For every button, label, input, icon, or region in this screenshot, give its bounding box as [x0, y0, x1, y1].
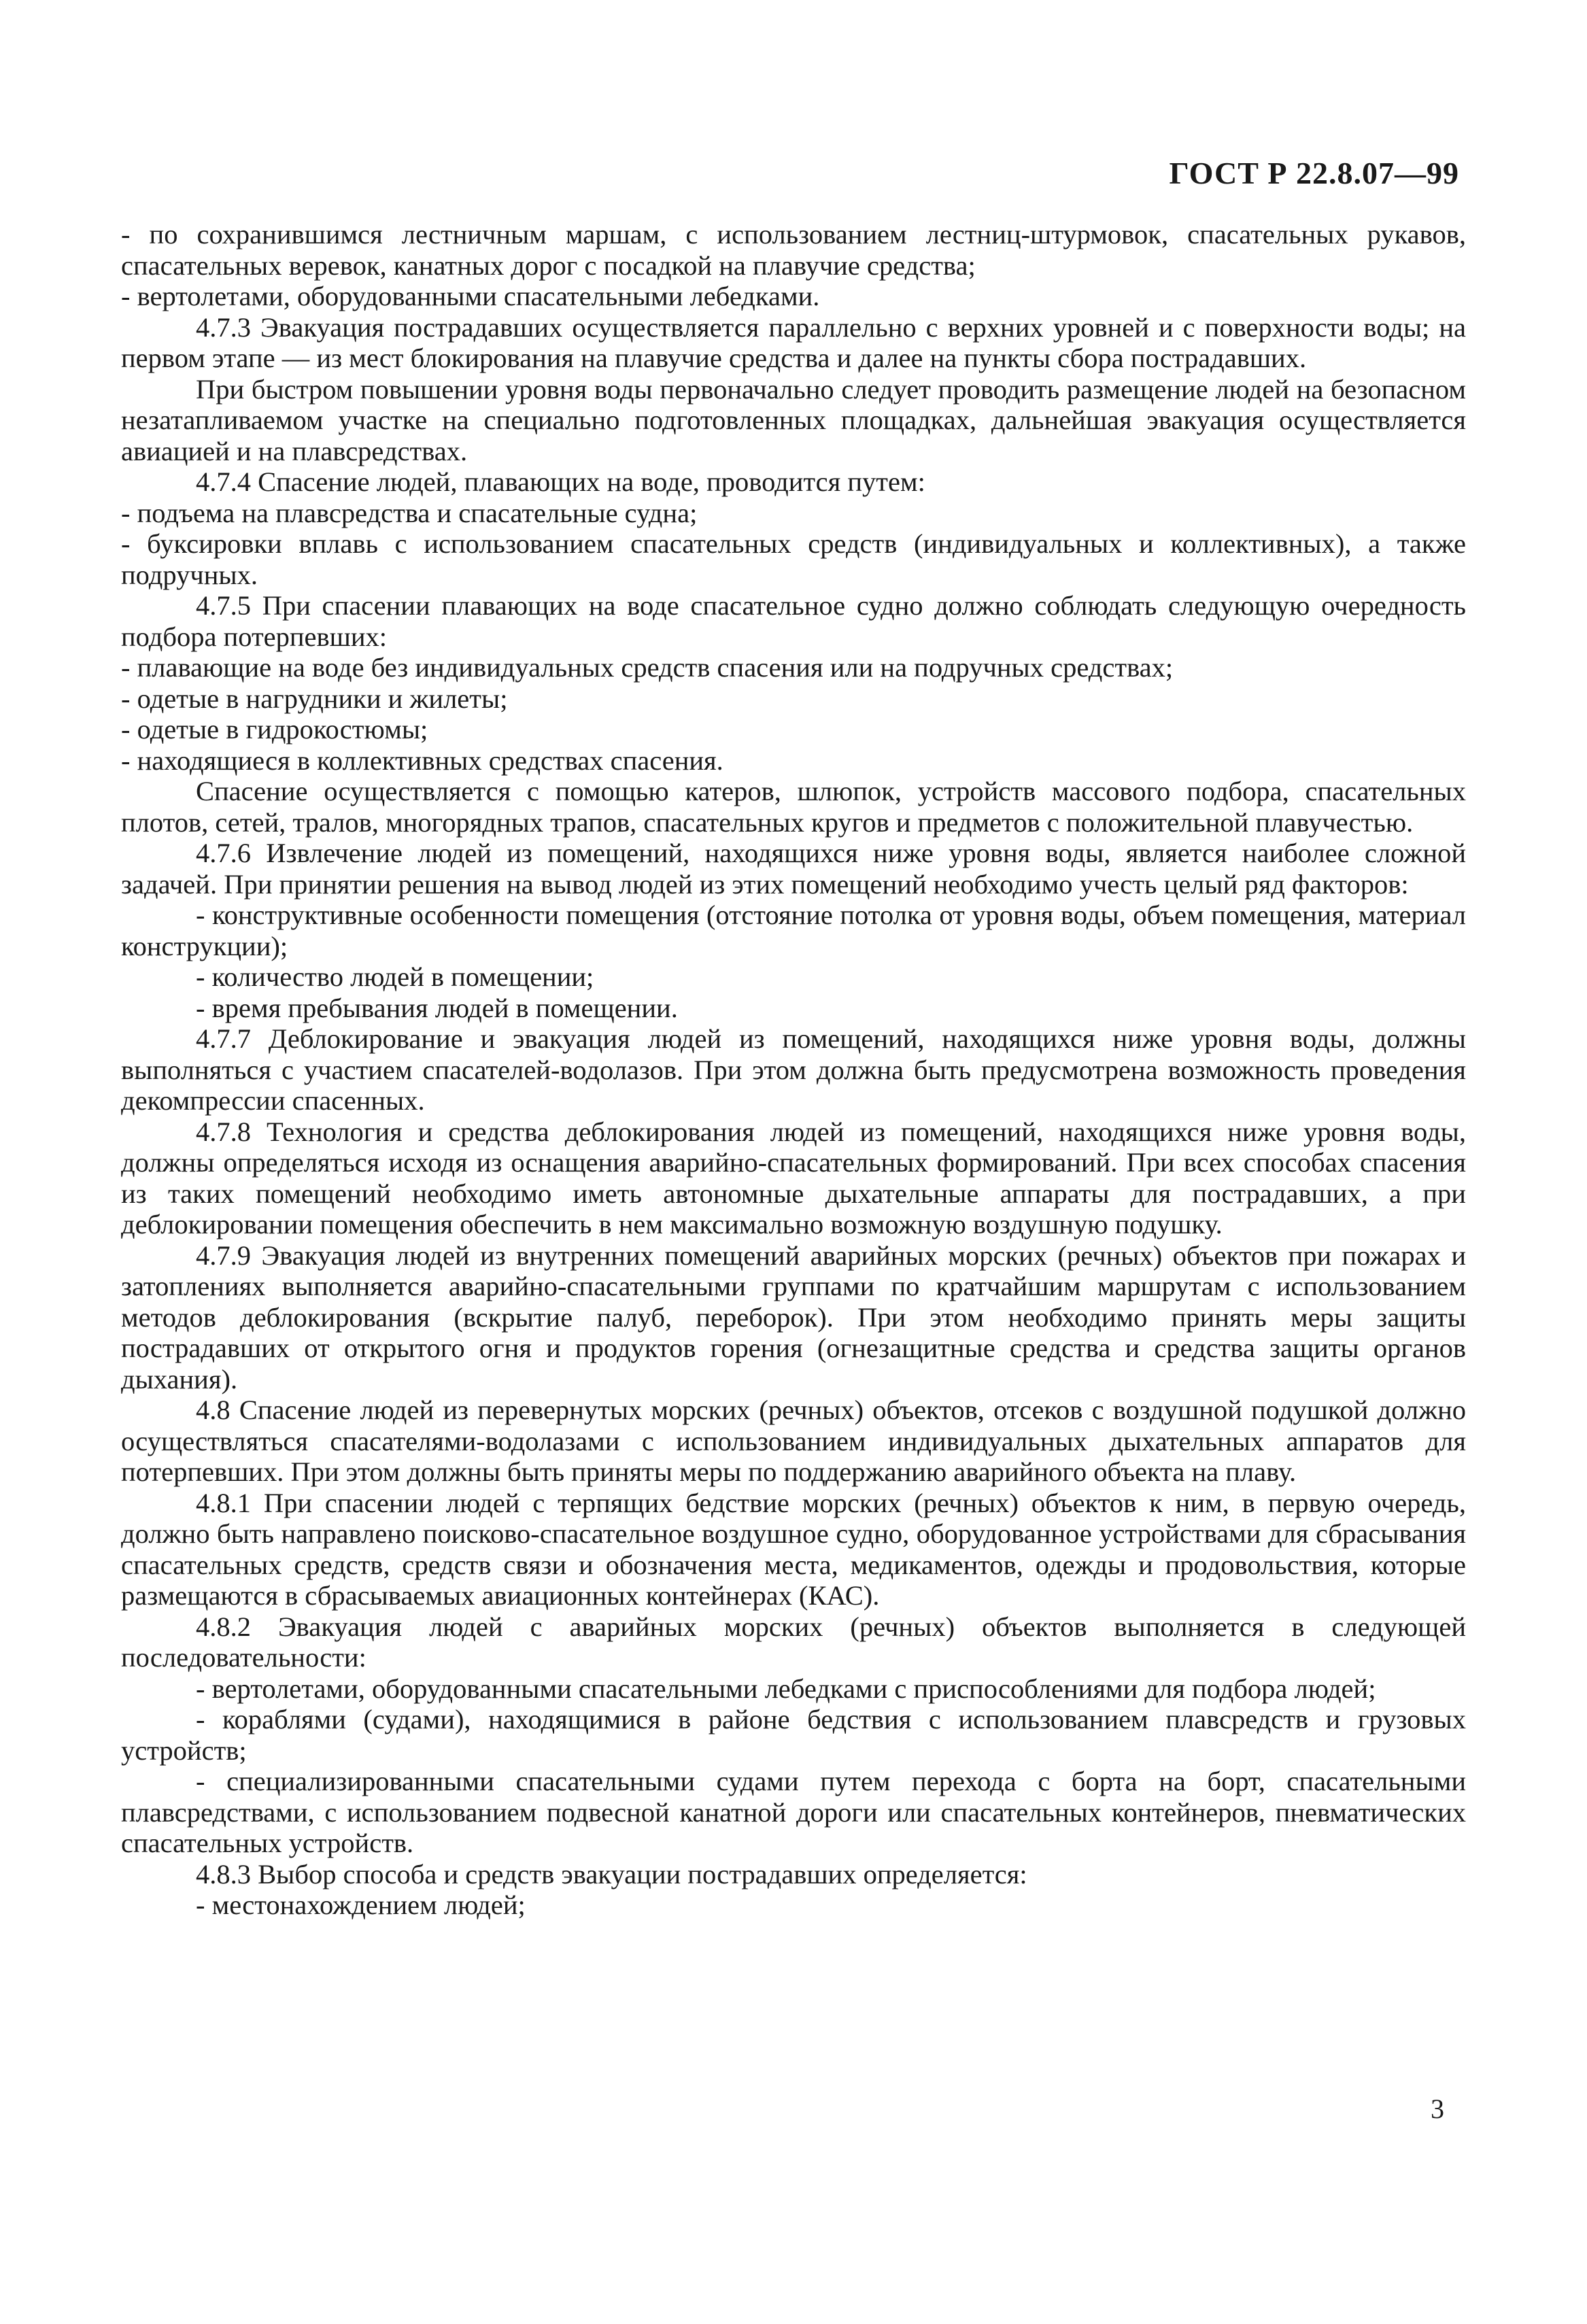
paragraph: 4.7.6 Извлечение людей из помещений, находящихся ниже уровня воды, является наиболее сложной задачей. При принятии решения на вывод людей из этих помещений необходимо учесть целый ряд факторов:: [121, 838, 1466, 900]
document-code-header: ГОСТ Р 22.8.07—99: [1169, 156, 1459, 190]
paragraph: - время пребывания людей в помещении.: [196, 992, 678, 1023]
paragraph: - местонахождением людей;: [196, 1890, 526, 1920]
paragraph: - специализированными спасательными судами путем перехода с борта на борт, спасательными плавсредствами, с использованием подвесной канатной дороги или спасательных контейнеров, пневматических спасательных устройств.: [121, 1766, 1466, 1858]
paragraph: 4.7.8 Технология и средства деблокирования людей из помещений, находящихся ниже уровня воды, должны определяться исходя из оснащения аварийно-спасательных формирований. При всех способах спасения из таких помещений необходимо иметь автономные дыхательные аппараты для пострадавших, а при деблокировании помещения обеспечить в нем максимально возможную воздушную подушку.: [121, 1116, 1466, 1240]
paragraph: Спасение осуществляется с помощью катеров, шлюпок, устройств массового подбора, спасательных плотов, сетей, тралов, многорядных трапов, спасательных кругов и предметов с положительной плавучестью.: [121, 776, 1466, 838]
paragraph: 4.7.7 Деблокирование и эвакуация людей из помещений, находящихся ниже уровня воды, должны выполняться с участием спасателей-водолазов. При этом должна быть предусмотрена возможность проведения декомпрессии спасенных.: [121, 1023, 1466, 1116]
paragraph: - конструктивные особенности помещения (отстояние потолка от уровня воды, объем помещения, материал конструкции);: [121, 900, 1466, 961]
paragraph: 4.7.9 Эвакуация людей из внутренних помещений аварийных морских (речных) объектов при пожарах и затоплениях выполняется аварийно-спасательными группами по кратчайшим маршрутам с использованием методов деблокирования (вскрытие палуб, переборок). При этом необходимо принять меры защиты пострадавших от открытого огня и продуктов горения (огнезащитные средства и средства защиты органов дыхания).: [121, 1240, 1466, 1395]
paragraph: - подъема на плавсредства и спасательные судна;: [121, 497, 698, 528]
paragraph: - буксировки вплавь с использованием спасательных средств (индивидуальных и коллективных), а также подручных.: [121, 528, 1466, 590]
paragraph: - находящиеся в коллективных средствах спасения.: [121, 745, 723, 776]
paragraph: 4.7.3 Эвакуация пострадавших осуществляется параллельно с верхних уровней и с поверхности воды; на первом этапе — из мест блокирования на плавучие средства и далее на пункты сбора пострадавших.: [121, 311, 1466, 373]
page-number: 3: [1431, 2094, 1444, 2124]
paragraph: 4.8 Спасение людей из перевернутых морских (речных) объектов, отсеков с воздушной подушкой должно осуществляться спасателями-водолазами с использованием индивидуальных дыхательных аппаратов для потерпевших. При этом должны быть приняты меры по поддержанию аварийного объекта на плаву.: [121, 1395, 1466, 1487]
paragraph: 4.7.5 При спасении плавающих на воде спасательное судно должно соблюдать следующую очередность подбора потерпевших:: [121, 590, 1466, 652]
paragraph: 4.8.3 Выбор способа и средств эвакуации пострадавших определяется:: [196, 1858, 1027, 1890]
document-body: [121, 219, 1466, 1921]
paragraph: 4.7.4 Спасение людей, плавающих на воде, проводится путем:: [196, 466, 925, 497]
paragraph: - вертолетами, оборудованными спасательными лебедками с приспособлениями для подбора людей;: [196, 1673, 1376, 1704]
paragraph: - кораблями (судами), находящимися в районе бедствия с использованием плавсредств и грузовых устройств;: [121, 1704, 1466, 1766]
paragraph: При быстром повышении уровня воды первоначально следует проводить размещение людей на безопасном незатапливаемом участке на специально подготовленных площадках, дальнейшая эвакуация осуществляется авиацией и на плавсредствах.: [121, 373, 1466, 466]
paragraph: - одетые в нагрудники и жилеты;: [121, 683, 508, 714]
paragraph: 4.8.2 Эвакуация людей с аварийных морских (речных) объектов выполняется в следующей последовательности:: [121, 1611, 1466, 1673]
paragraph: - количество людей в помещении;: [196, 961, 594, 992]
paragraph: - вертолетами, оборудованными спасательными лебедками.: [121, 281, 820, 311]
paragraph: - по сохранившимся лестничным маршам, с использованием лестниц-штурмовок, спасательных рукавов, спасательных веревок, канатных дорог с посадкой на плавучие средства;: [121, 219, 1466, 281]
paragraph: 4.8.1 При спасении людей с терпящих бедствие морских (речных) объектов к ним, в первую очередь, должно быть направлено поисково-спасательное воздушное судно, оборудованное устройствами для сбрасывания спасательных средств, средств связи и обозначения места, медикаментов, одежды и продовольствия, которые размещаются в сбрасываемых авиационных контейнерах (КАС).: [121, 1487, 1466, 1611]
paragraph: - одетые в гидрокостюмы;: [121, 714, 428, 745]
paragraph: - плавающие на воде без индивидуальных средств спасения или на подручных средствах;: [121, 652, 1174, 683]
